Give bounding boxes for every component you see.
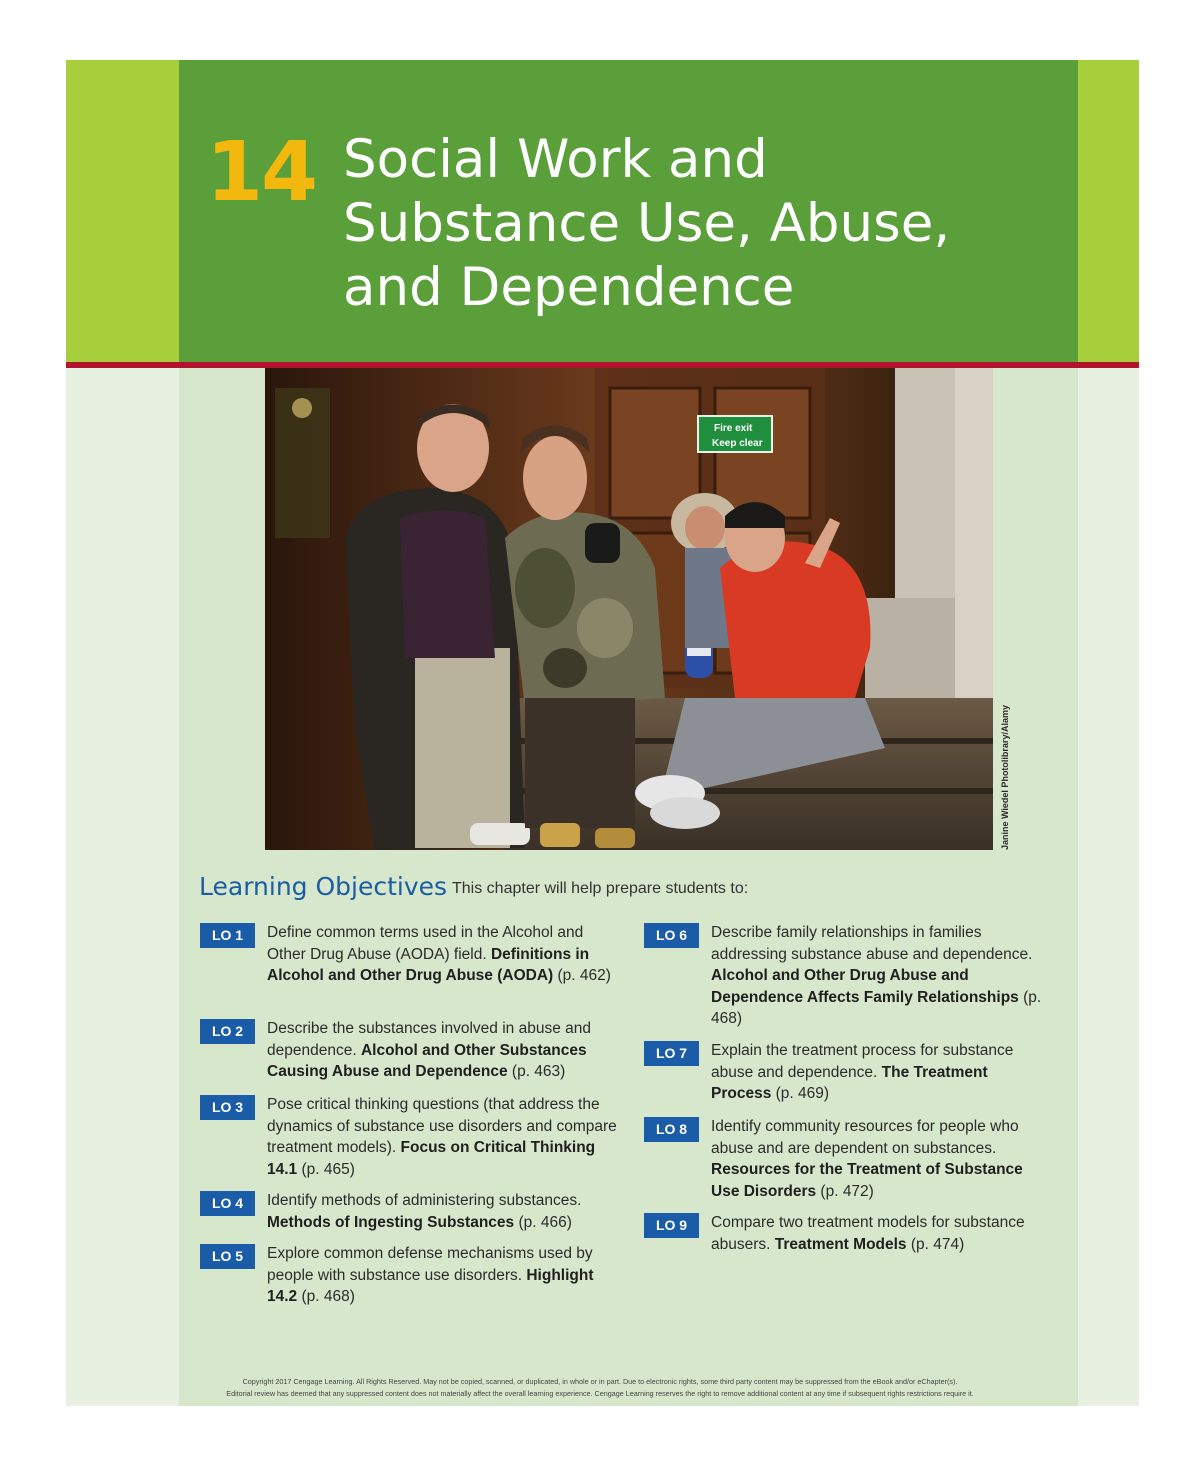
objective-description: Pose critical thinking questions (that address the dynamics of substance use disorders and compare treatment models). [267, 1096, 617, 1156]
objective-reference-link[interactable]: Alcohol and Other Drug Abuse and Dependence Affects Family Relationships [711, 967, 1019, 1006]
objective-description: Identify methods of administering substances. [267, 1192, 582, 1209]
objective-description: Compare two treatment models for substance abusers. [711, 1214, 1025, 1253]
objective-description: Describe family relationships in families addressing substance abuse and dependence. [711, 924, 1033, 963]
objective-badge: LO 2 [200, 1019, 255, 1044]
objective-text [267, 922, 620, 987]
objective-badge: LO 4 [200, 1191, 255, 1216]
objective-text [711, 1116, 1049, 1202]
objective-badge: LO 9 [644, 1213, 699, 1238]
objective-item [644, 1040, 1049, 1105]
objective-reference-link[interactable]: Alcohol and Other Substances Causing Abuse and Dependence [267, 1041, 587, 1080]
chapter-photo [265, 368, 993, 850]
chapter-title-line: and Dependence [343, 257, 795, 318]
objective-item [644, 1212, 1049, 1255]
objective-reference-link[interactable]: Definitions in Alcohol and Other Drug Abuse (AODA) [267, 945, 590, 984]
objective-reference-link[interactable]: Resources for the Treatment of Substance Use Disorders [711, 1161, 1023, 1200]
left-margin-panel [66, 368, 179, 1406]
objective-page: (p. 466) [518, 1213, 572, 1231]
sign-text-line2: Keep clear [712, 438, 763, 449]
objective-reference-link[interactable]: The Treatment Process [711, 1063, 988, 1102]
objective-badge: LO 1 [200, 923, 255, 948]
objective-item [200, 1190, 620, 1233]
objective-text [267, 1094, 620, 1180]
objective-text [711, 1040, 1049, 1105]
objective-description: Explain the treatment process for substance abuse and dependence. [711, 1042, 1014, 1081]
objective-page: (p. 474) [910, 1235, 965, 1253]
fire-exit-sign [698, 416, 772, 452]
objective-text [267, 1243, 620, 1308]
objective-page: (p. 465) [301, 1160, 355, 1178]
copyright-line: Copyright 2017 Cengage Learning. All Rights Reserved. May not be copied, scanned, or duplicated, in whole or in part. Due to electronic rights, some third party content may be suppressed from the eBook and/or eChapter(s). [242, 1377, 958, 1386]
objective-badge: LO 8 [644, 1117, 699, 1142]
objective-reference-link[interactable]: Methods of Ingesting Substances [267, 1213, 515, 1231]
objective-reference-link[interactable]: Focus on Critical Thinking 14.1 [267, 1139, 596, 1178]
chapter-number: 14 [206, 125, 317, 220]
objective-page: (p. 468) [301, 1288, 355, 1305]
objective-page: (p. 469) [775, 1085, 830, 1102]
objective-reference-link[interactable]: Treatment Models [774, 1235, 907, 1253]
objective-badge: LO 5 [200, 1244, 255, 1269]
objective-item [644, 922, 1049, 1030]
objective-page: (p. 472) [820, 1182, 874, 1200]
objective-text [267, 1018, 620, 1083]
objective-description: Define common terms used in the Alcohol and Other Drug Abuse (AODA) field. [267, 924, 584, 963]
objective-item [644, 1116, 1049, 1202]
learning-objectives-intro: This chapter will help prepare students to: [452, 880, 749, 897]
objective-page: (p. 463) [511, 1063, 566, 1080]
objective-text [711, 1212, 1049, 1255]
objective-badge: LO 7 [644, 1041, 699, 1066]
objective-description: Describe the substances involved in abuse and dependence. [267, 1020, 591, 1059]
objective-item [200, 1094, 620, 1180]
objective-page: (p. 468) [711, 988, 1042, 1027]
chapter-title [343, 128, 1043, 320]
objective-reference-link[interactable]: Highlight 14.2 [267, 1266, 594, 1305]
right-margin-panel [1078, 368, 1139, 1406]
chapter-title-line: Social Work and [343, 129, 768, 190]
objective-badge: LO 6 [644, 923, 699, 948]
chapter-title-line: Substance Use, Abuse, [343, 193, 951, 254]
learning-objectives-heading: Learning Objectives [199, 872, 448, 901]
objective-text [711, 922, 1049, 1030]
copyright-line: Editorial review has deemed that any suppressed content does not materially affect the overall learning experience. Cengage Learning reserves the right to remove additional content at any time if subsequent rights restrictions require it. [226, 1389, 974, 1398]
objective-item [200, 922, 620, 987]
objective-item [200, 1018, 620, 1083]
objective-item [200, 1243, 620, 1308]
sign-text-line1: Fire exit [714, 423, 753, 434]
objective-badge: LO 3 [200, 1095, 255, 1120]
objective-text [267, 1190, 620, 1233]
photo-credit: Janine Wiedel Photolibrary/Alamy [1000, 705, 1010, 850]
objective-page: (p. 462) [557, 967, 611, 984]
objective-description: Identify community resources for people who abuse and are dependent on substances. [711, 1118, 1019, 1157]
copyright-notice [150, 1376, 1050, 1400]
objective-description: Explore common defense mechanisms used by people with substance use disorders. [267, 1245, 593, 1284]
